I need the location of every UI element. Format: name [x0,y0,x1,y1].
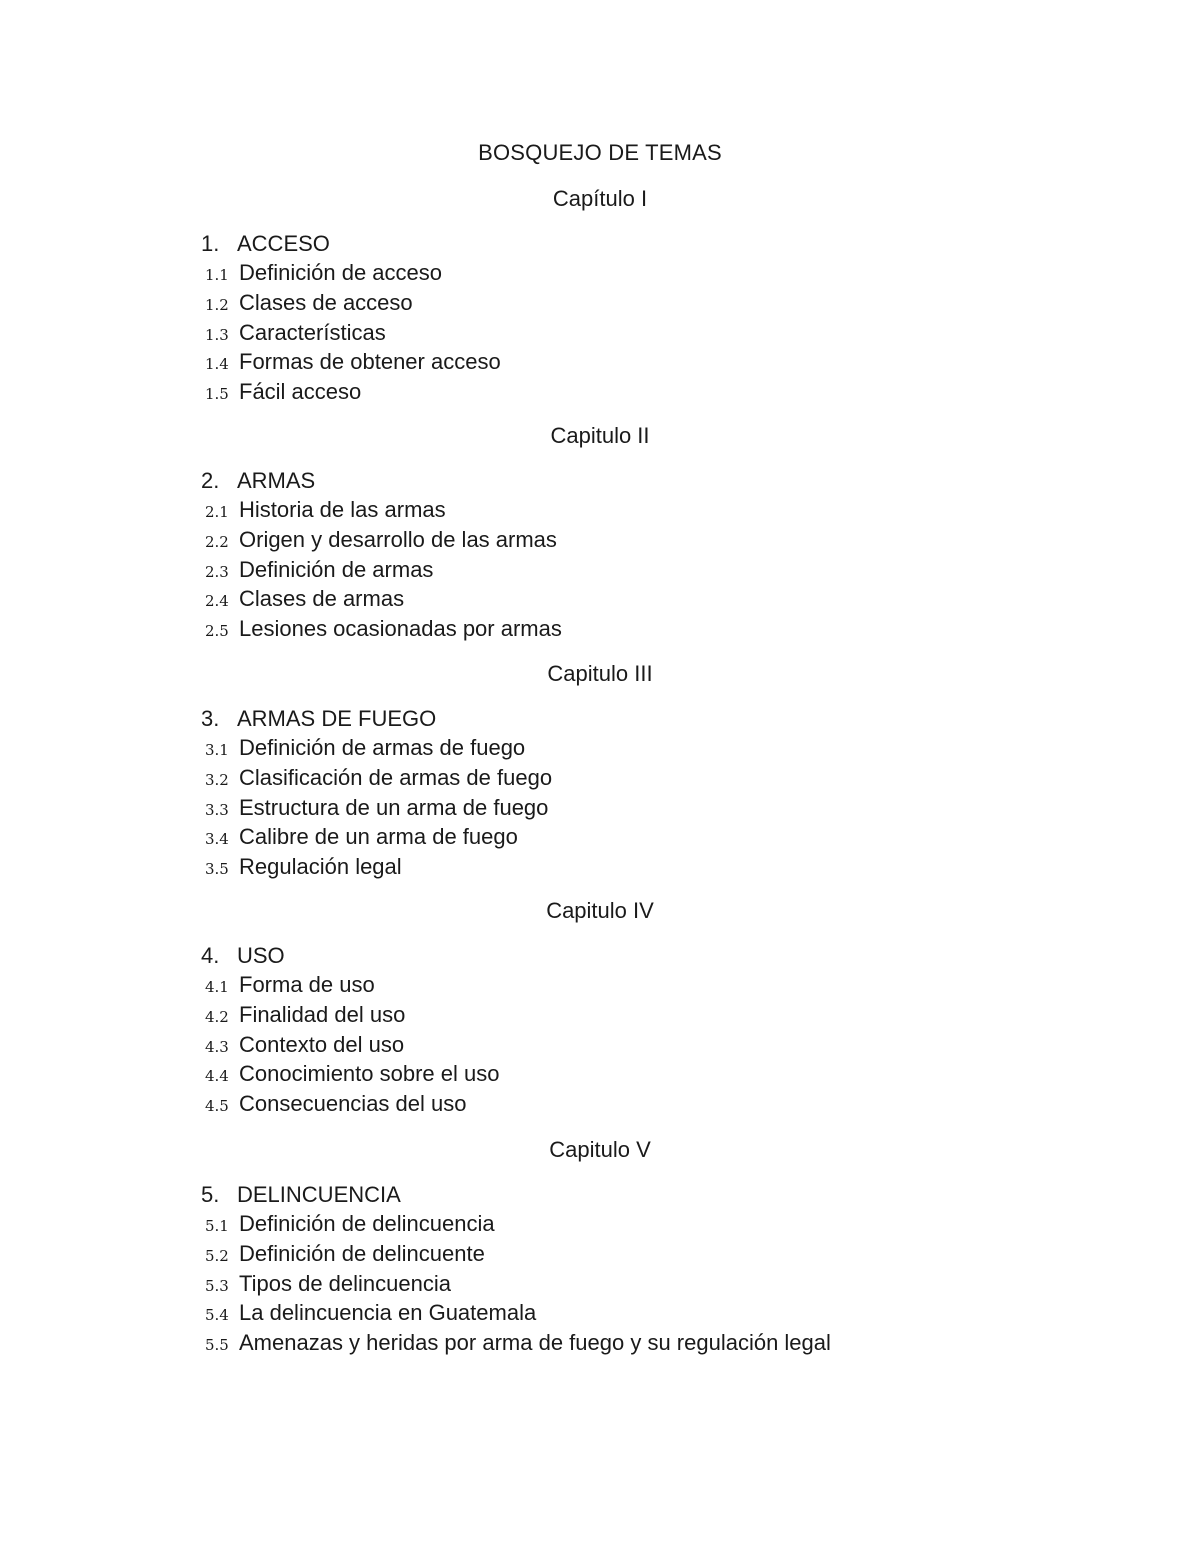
item-number: 4.1 [205,978,229,996]
item-text: Estructura de un arma de fuego [239,794,549,820]
list-item [201,615,1200,645]
section-title-text: DELINCUENCIA [237,1182,401,1207]
item-text: Fácil acceso [239,379,362,405]
item-number: 2.2 [205,532,229,551]
list-item [201,526,1200,556]
item-text: Finalidad del uso [239,1001,406,1027]
item-text: Lesiones ocasionadas por armas [239,616,562,642]
section-title [201,230,1200,259]
list-item [201,1299,1200,1329]
list-item [201,1210,1200,1240]
list-item [201,764,1200,794]
item-text: Contexto del uso [239,1031,405,1057]
item-number: 1.2 [205,295,229,314]
item-number: 1.1 [205,266,229,284]
section-title [201,467,1200,496]
item-text: Consecuencias del uso [239,1091,467,1117]
item-number: 1.4 [205,355,229,374]
section-title-text: USO [237,943,285,968]
item-text: Origen y desarrollo de las armas [239,526,557,552]
list-item [201,496,1200,526]
chapter-5 [0,1136,1200,1359]
chapter-outline [0,705,1200,883]
item-text: Forma de uso [239,972,375,997]
chapter-heading: Capítulo I [552,186,648,211]
item-text: La delincuencia en Guatemala [239,1300,537,1326]
chapter-heading: Capitulo V [549,1137,651,1162]
document-title: BOSQUEJO DE TEMAS [478,140,722,165]
list-item [201,378,1200,408]
item-number: 2.3 [205,562,229,581]
item-number: 2.1 [205,503,229,521]
item-number: 5.4 [205,1306,229,1325]
chapter-3 [0,660,1200,883]
item-number: 3.2 [205,770,229,789]
chapter-1 [0,185,1200,408]
section-number: 5. [201,1182,220,1207]
item-text: Definición de acceso [239,260,443,285]
item-number: 1.3 [205,325,229,344]
list-item [201,259,1200,289]
list-item [201,1329,1200,1359]
item-text: Definición de armas [239,556,434,582]
item-text: Definición de delincuente [239,1240,485,1266]
item-number: 4.3 [205,1037,229,1056]
item-number: 1.5 [205,385,229,404]
list-item [201,853,1200,883]
list-item [201,1090,1200,1120]
item-text: Características [239,319,386,345]
list-item [201,1270,1200,1300]
item-number: 2.4 [205,592,229,611]
chapter-2 [0,422,1200,645]
list-item [201,1240,1200,1270]
item-text: Tipos de delincuencia [239,1270,451,1296]
item-text: Calibre de un arma de fuego [239,824,518,850]
item-text: Definición de delincuencia [239,1211,495,1236]
item-text: Definición de armas de fuego [239,735,526,760]
list-item [201,289,1200,319]
chapter-heading: Capitulo IV [546,898,654,923]
item-number: 4.2 [205,1007,229,1026]
chapter-outline [0,467,1200,645]
section-title-text: ARMAS [237,468,316,493]
item-number: 3.5 [205,860,229,879]
item-number: 3.3 [205,800,229,819]
item-text: Formas de obtener acceso [239,349,501,375]
list-item [201,823,1200,853]
section-title [201,942,1200,971]
list-item [201,971,1200,1001]
list-item [201,348,1200,378]
section-title-text: ARMAS DE FUEGO [237,706,437,731]
list-item [201,734,1200,764]
list-item [201,319,1200,349]
item-number: 5.5 [205,1336,229,1355]
item-number: 3.1 [205,741,229,759]
chapter-outline [0,1181,1200,1359]
item-number: 4.5 [205,1097,229,1116]
item-text: Clasificación de armas de fuego [239,764,553,790]
section-number: 2. [201,468,220,493]
item-number: 3.4 [205,830,229,849]
list-item [201,585,1200,615]
section-number: 1. [201,231,220,256]
chapter-4 [0,897,1200,1120]
item-text: Amenazas y heridas por arma de fuego y su regulación legal [239,1330,831,1356]
item-number: 2.5 [205,622,229,641]
item-text: Conocimiento sobre el uso [239,1061,500,1087]
section-title [201,705,1200,734]
item-text: Clases de acceso [239,289,413,315]
item-text: Historia de las armas [239,497,446,522]
chapter-outline [0,942,1200,1120]
section-number: 3. [201,706,220,731]
list-item [201,1060,1200,1090]
section-number: 4. [201,943,220,968]
item-number: 5.1 [205,1217,229,1235]
item-number: 5.2 [205,1246,229,1265]
list-item [201,1001,1200,1031]
chapter-heading: Capitulo III [547,661,653,686]
section-title-text: ACCESO [237,231,330,256]
chapter-heading: Capitulo II [550,423,650,448]
section-title [201,1181,1200,1210]
item-text: Clases de armas [239,586,405,612]
list-item [201,556,1200,586]
list-item [201,794,1200,824]
item-text: Regulación legal [239,854,402,880]
item-number: 5.3 [205,1276,229,1295]
item-number: 4.4 [205,1067,229,1086]
list-item [201,1031,1200,1061]
chapter-outline [0,230,1200,408]
